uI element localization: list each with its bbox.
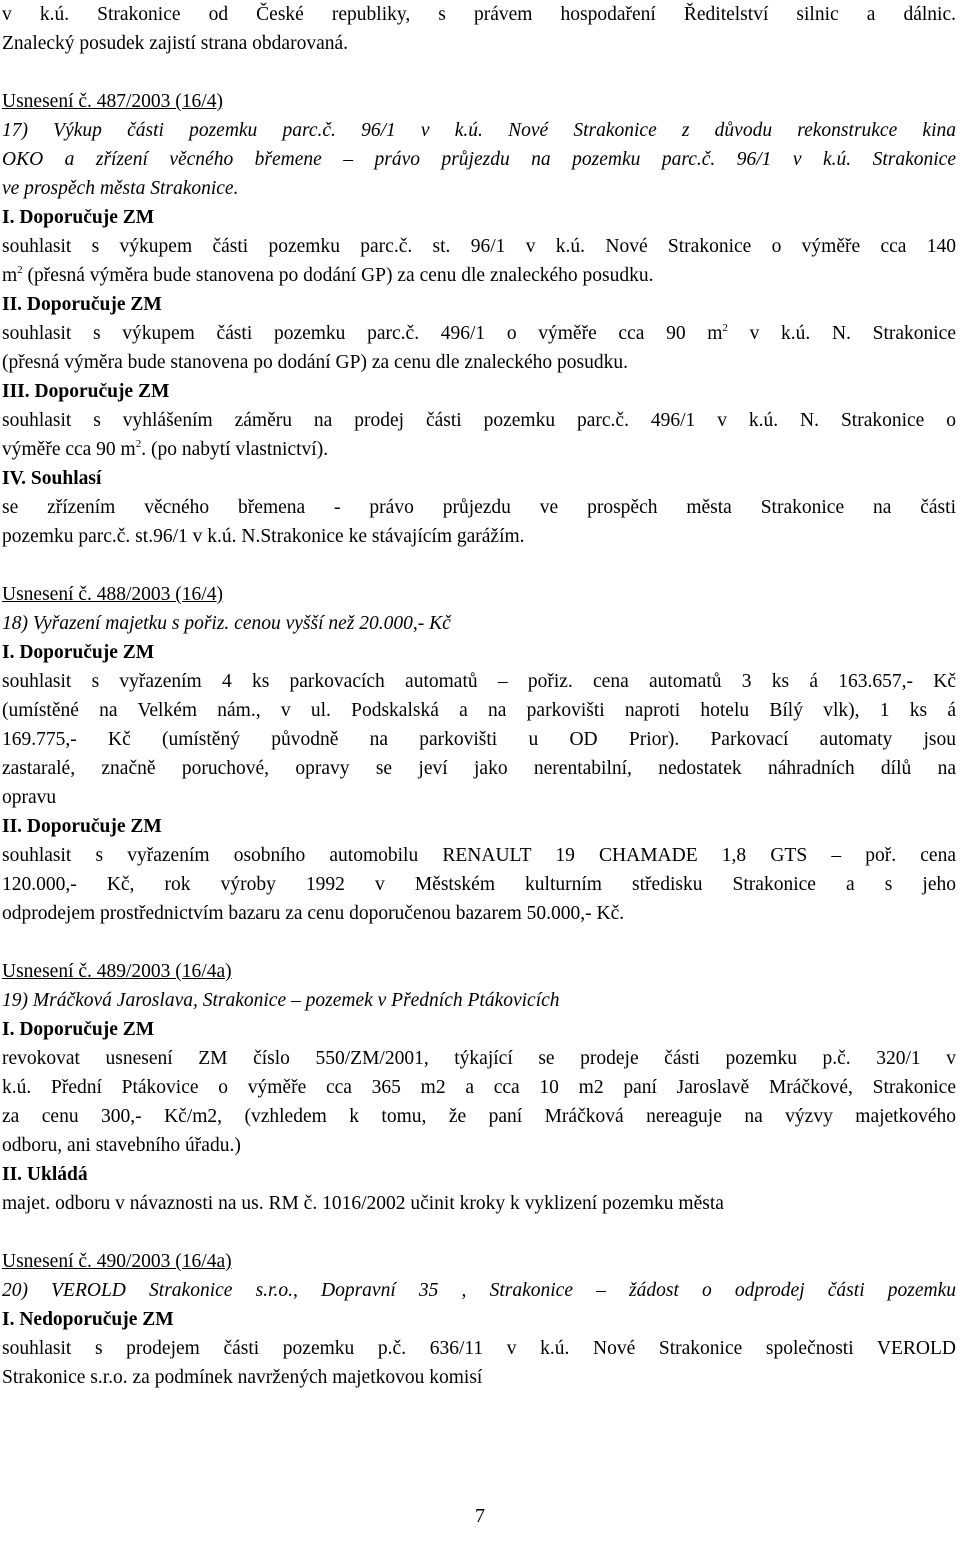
spacer (2, 58, 956, 87)
text-line: revokovat usnesení ZM číslo 550/ZM/2001, týkající se prodeje části pozemku p.č. 320/1 v (2, 1048, 956, 1069)
text-line: zastaralé, značně poruchové, opravy se jeví jako nerentabilní, nedostatek náhradních dílů na (2, 758, 956, 779)
text-line: souhlasit s výkupem části pozemku parc.č. 496/1 o výměře cca 90 $m^2$ v k.ú. N. Strakonice (2, 322, 956, 344)
text-line: souhlasit s vyřazením 4 ks parkovacích automatů – pořiz. cena automatů 3 ks á 163.657,- Kč (2, 671, 956, 692)
document-page (2, 0, 956, 1392)
spacer (2, 1218, 956, 1247)
text-line: opravu (2, 787, 57, 808)
text-line: odprodejem prostřednictvím bazaru za cenu doporučenou bazarem 50.000,- Kč. (2, 903, 625, 924)
resolution-heading: Usnesení č. 489/2003 (16/4a) (2, 961, 232, 982)
section-heading: III. Doporučuje ZM (2, 381, 170, 402)
section-heading: I. Doporučuje ZM (2, 642, 155, 663)
section-heading: II. Doporučuje ZM (2, 294, 162, 315)
text-line: 120.000,- Kč, rok výroby 1992 v Městském kulturním středisku Strakonice a s jeho (2, 874, 956, 895)
text-line: Znalecký posudek zajistí strana obdarovaná. (2, 33, 349, 54)
text-line: souhlasit s vyřazením osobního automobilu RENAULT 19 CHAMADE 1,8 GTS – poř. cena (2, 845, 956, 866)
resolution-title: 18) Vyřazení majetku s pořiz. cenou vyšší než 20.000,- Kč (2, 613, 451, 634)
text-line: 169.775,- Kč (umístěný původně na parkovišti u OD Prior). Parkovací automaty jsou (2, 729, 956, 750)
spacer (2, 551, 956, 580)
text-line: odboru, ani stavebního úřadu.) (2, 1135, 241, 1156)
text-line: pozemku parc.č. st.96/1 v k.ú. N.Strakonice ke stávajícím garážím. (2, 526, 525, 547)
text-line: v k.ú. Strakonice od České republiky, s právem hospodaření Ředitelství silnic a dálnic. (2, 4, 956, 25)
section-heading: II. Ukládá (2, 1164, 88, 1185)
text-line: (přesná výměra bude stanovena po dodání GP) za cenu dle znaleckého posudku. (2, 352, 628, 373)
section-heading: II. Doporučuje ZM (2, 816, 162, 837)
page-number: 7 (475, 1505, 485, 1527)
text-line: se zřízením věcného břemena - právo průjezdu ve prospěch města Strakonice na části (2, 497, 956, 518)
resolution-heading: Usnesení č. 487/2003 (16/4) (2, 91, 223, 112)
text-line: za cenu 300,- Kč/m2, (vzhledem k tomu, že paní Mráčková nereaguje na výzvy majetkového (2, 1106, 956, 1127)
section-heading: IV. Souhlasí (2, 468, 102, 489)
section-heading: I. Doporučuje ZM (2, 1019, 155, 1040)
text-line: (umístěné na Velkém nám., v ul. Podskalská a na parkovišti naproti hotelu Bílý vlk), 1 ks á (2, 700, 956, 721)
resolution-heading: Usnesení č. 490/2003 (16/4a) (2, 1251, 232, 1272)
resolution-title: ve prospěch města Strakonice. (2, 178, 239, 199)
resolution-heading: Usnesení č. 488/2003 (16/4) (2, 584, 223, 605)
text-line: souhlasit s vyhlášením záměru na prodej části pozemku parc.č. 496/1 v k.ú. N. Strakonice o (2, 410, 956, 431)
text-line: $m^2$ (přesná výměra bude stanovena po dodání GP) za cenu dle znaleckého posudku. (2, 264, 654, 286)
text-line: souhlasit s výkupem části pozemku parc.č. st. 96/1 v k.ú. Nové Strakonice o výměře cca 140 (2, 236, 956, 257)
resolution-title: 17) Výkup části pozemku parc.č. 96/1 v k.ú. Nové Strakonice z důvodu rekonstrukce kina (2, 120, 956, 141)
text-line: souhlasit s prodejem části pozemku p.č. 636/11 v k.ú. Nové Strakonice společnosti VEROLD (2, 1338, 956, 1359)
text-line: k.ú. Přední Ptákovice o výměře cca 365 m2 a cca 10 m2 paní Jaroslavě Mráčkové, Strakonice (2, 1077, 956, 1098)
spacer (2, 928, 956, 957)
resolution-title: 20) VEROLD Strakonice s.r.o., Dopravní 35 , Strakonice – žádost o odprodej části pozemku (2, 1280, 956, 1301)
section-heading: I. Doporučuje ZM (2, 207, 155, 228)
resolution-title: 19) Mráčková Jaroslava, Strakonice – pozemek v Předních Ptákovicích (2, 990, 560, 1011)
section-heading: I. Nedoporučuje ZM (2, 1309, 174, 1330)
text-line: výměře cca 90 $m^2$. (po nabytí vlastnictví). (2, 438, 329, 460)
resolution-title: OKO a zřízení věcného břemene – právo průjezdu na pozemku parc.č. 96/1 v k.ú. Strakonice (2, 149, 956, 170)
text-line: majet. odboru v návaznosti na us. RM č. 1016/2002 učinit kroky k vyklizení pozemku města (2, 1193, 724, 1214)
text-line: Strakonice s.r.o. za podmínek navržených majetkovou komisí (2, 1367, 483, 1388)
